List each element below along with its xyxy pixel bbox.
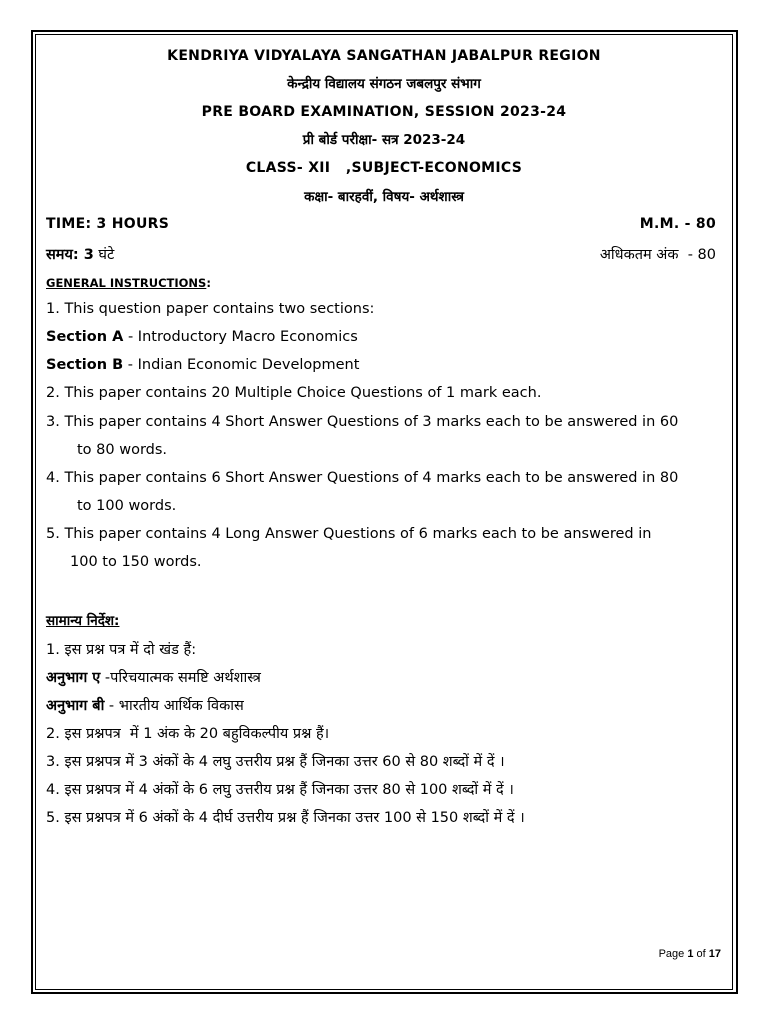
- section-a-hi-label: अनुभाग ए: [46, 670, 101, 686]
- section-b-hi-label: अनुभाग बी: [46, 698, 105, 714]
- page-current: 1: [687, 948, 694, 960]
- max-marks-hi: अधिकतम अंक - 80: [599, 247, 716, 263]
- org-title-hi: केन्द्रीय विद्यालय संगठन जबलपुर संभाग: [287, 76, 481, 92]
- instruction-1-hi: 1. इस प्रश्न पत्र में दो खंड हैं:: [46, 642, 197, 658]
- section-b-text: - Indian Economic Development: [123, 357, 360, 373]
- time-en: TIME: 3 HOURS: [46, 216, 170, 232]
- section-a-en: [46, 329, 358, 345]
- class-subject-en: CLASS- XII ,SUBJECT-ECONOMICS: [245, 160, 523, 176]
- instruction-5-en-line2: 100 to 150 words.: [70, 554, 202, 570]
- general-instructions-heading: [46, 276, 211, 290]
- instruction-4-en-line2: to 100 words.: [77, 498, 177, 514]
- section-a-label: Section A: [46, 329, 124, 345]
- section-b-label: Section B: [46, 357, 124, 373]
- instruction-2-en: 2. This paper contains 20 Multiple Choice Questions of 1 mark each.: [46, 385, 542, 401]
- section-b-hi: [46, 695, 244, 715]
- exam-title-hi: प्री बोर्ड परीक्षा- सत्र 2023-24: [302, 132, 466, 148]
- instruction-4-hi: 4. इस प्रश्नपत्र में 4 अंकों के 6 लघु उत्तरीय प्रश्न हैं जिनका उत्तर 80 से 100 शब्दों में दें ।: [46, 782, 514, 798]
- page-total: 17: [708, 948, 721, 960]
- instruction-2-hi: 2. इस प्रश्नपत्र में 1 अंक के 20 बहुविकल्पीय प्रश्न हैं।: [46, 726, 330, 742]
- instruction-5-hi: 5. इस प्रश्नपत्र में 6 अंकों के 4 दीर्घ उत्तरीय प्रश्न हैं जिनका उत्तर 100 से 150 शब्दों में दें ।: [46, 810, 525, 826]
- section-a-text: - Introductory Macro Economics: [123, 329, 358, 345]
- page-word: Page: [658, 948, 688, 960]
- section-b-en: [46, 357, 359, 373]
- section-a-hi: [46, 667, 261, 687]
- exam-title-en: PRE BOARD EXAMINATION, SESSION 2023-24: [201, 104, 567, 120]
- time-hi-label: समय: 3: [46, 247, 94, 263]
- page-number: [659, 948, 721, 960]
- class-subject-hi: कक्षा- बारहवीं, विषय- अर्थशास्त्र: [304, 189, 464, 205]
- org-title-en: KENDRIYA VIDYALAYA SANGATHAN JABALPUR REGION: [167, 48, 601, 64]
- section-a-hi-text: -परिचयात्मक समष्टि अर्थशास्त्र: [100, 670, 261, 686]
- instruction-3-en-line1: 3. This paper contains 4 Short Answer Questions of 3 marks each to be answered in 60: [46, 414, 679, 430]
- time-hi-unit: घंटे: [93, 247, 115, 263]
- general-instructions-heading-hi: सामान्य निर्देश:: [46, 613, 120, 629]
- time-hi: [46, 244, 114, 264]
- general-instructions-label: GENERAL INSTRUCTIONS: [46, 276, 207, 290]
- section-b-hi-text: - भारतीय आर्थिक विकास: [104, 698, 244, 714]
- instruction-5-en-line1: 5. This paper contains 4 Long Answer Questions of 6 marks each to be answered in: [46, 526, 652, 542]
- instruction-4-en-line1: 4. This paper contains 6 Short Answer Questions of 4 marks each to be answered in 80: [46, 470, 679, 486]
- max-marks-en: M.M. - 80: [639, 216, 716, 232]
- instruction-3-en-line2: to 80 words.: [77, 442, 168, 458]
- instruction-3-hi: 3. इस प्रश्नपत्र में 3 अंकों के 4 लघु उत्तरीय प्रश्न हैं जिनका उत्तर 60 से 80 शब्दों में दें ।: [46, 754, 505, 770]
- of-word: of: [693, 948, 709, 960]
- instruction-1-en: 1. This question paper contains two sections:: [46, 301, 375, 317]
- general-instructions-colon: :: [206, 276, 211, 290]
